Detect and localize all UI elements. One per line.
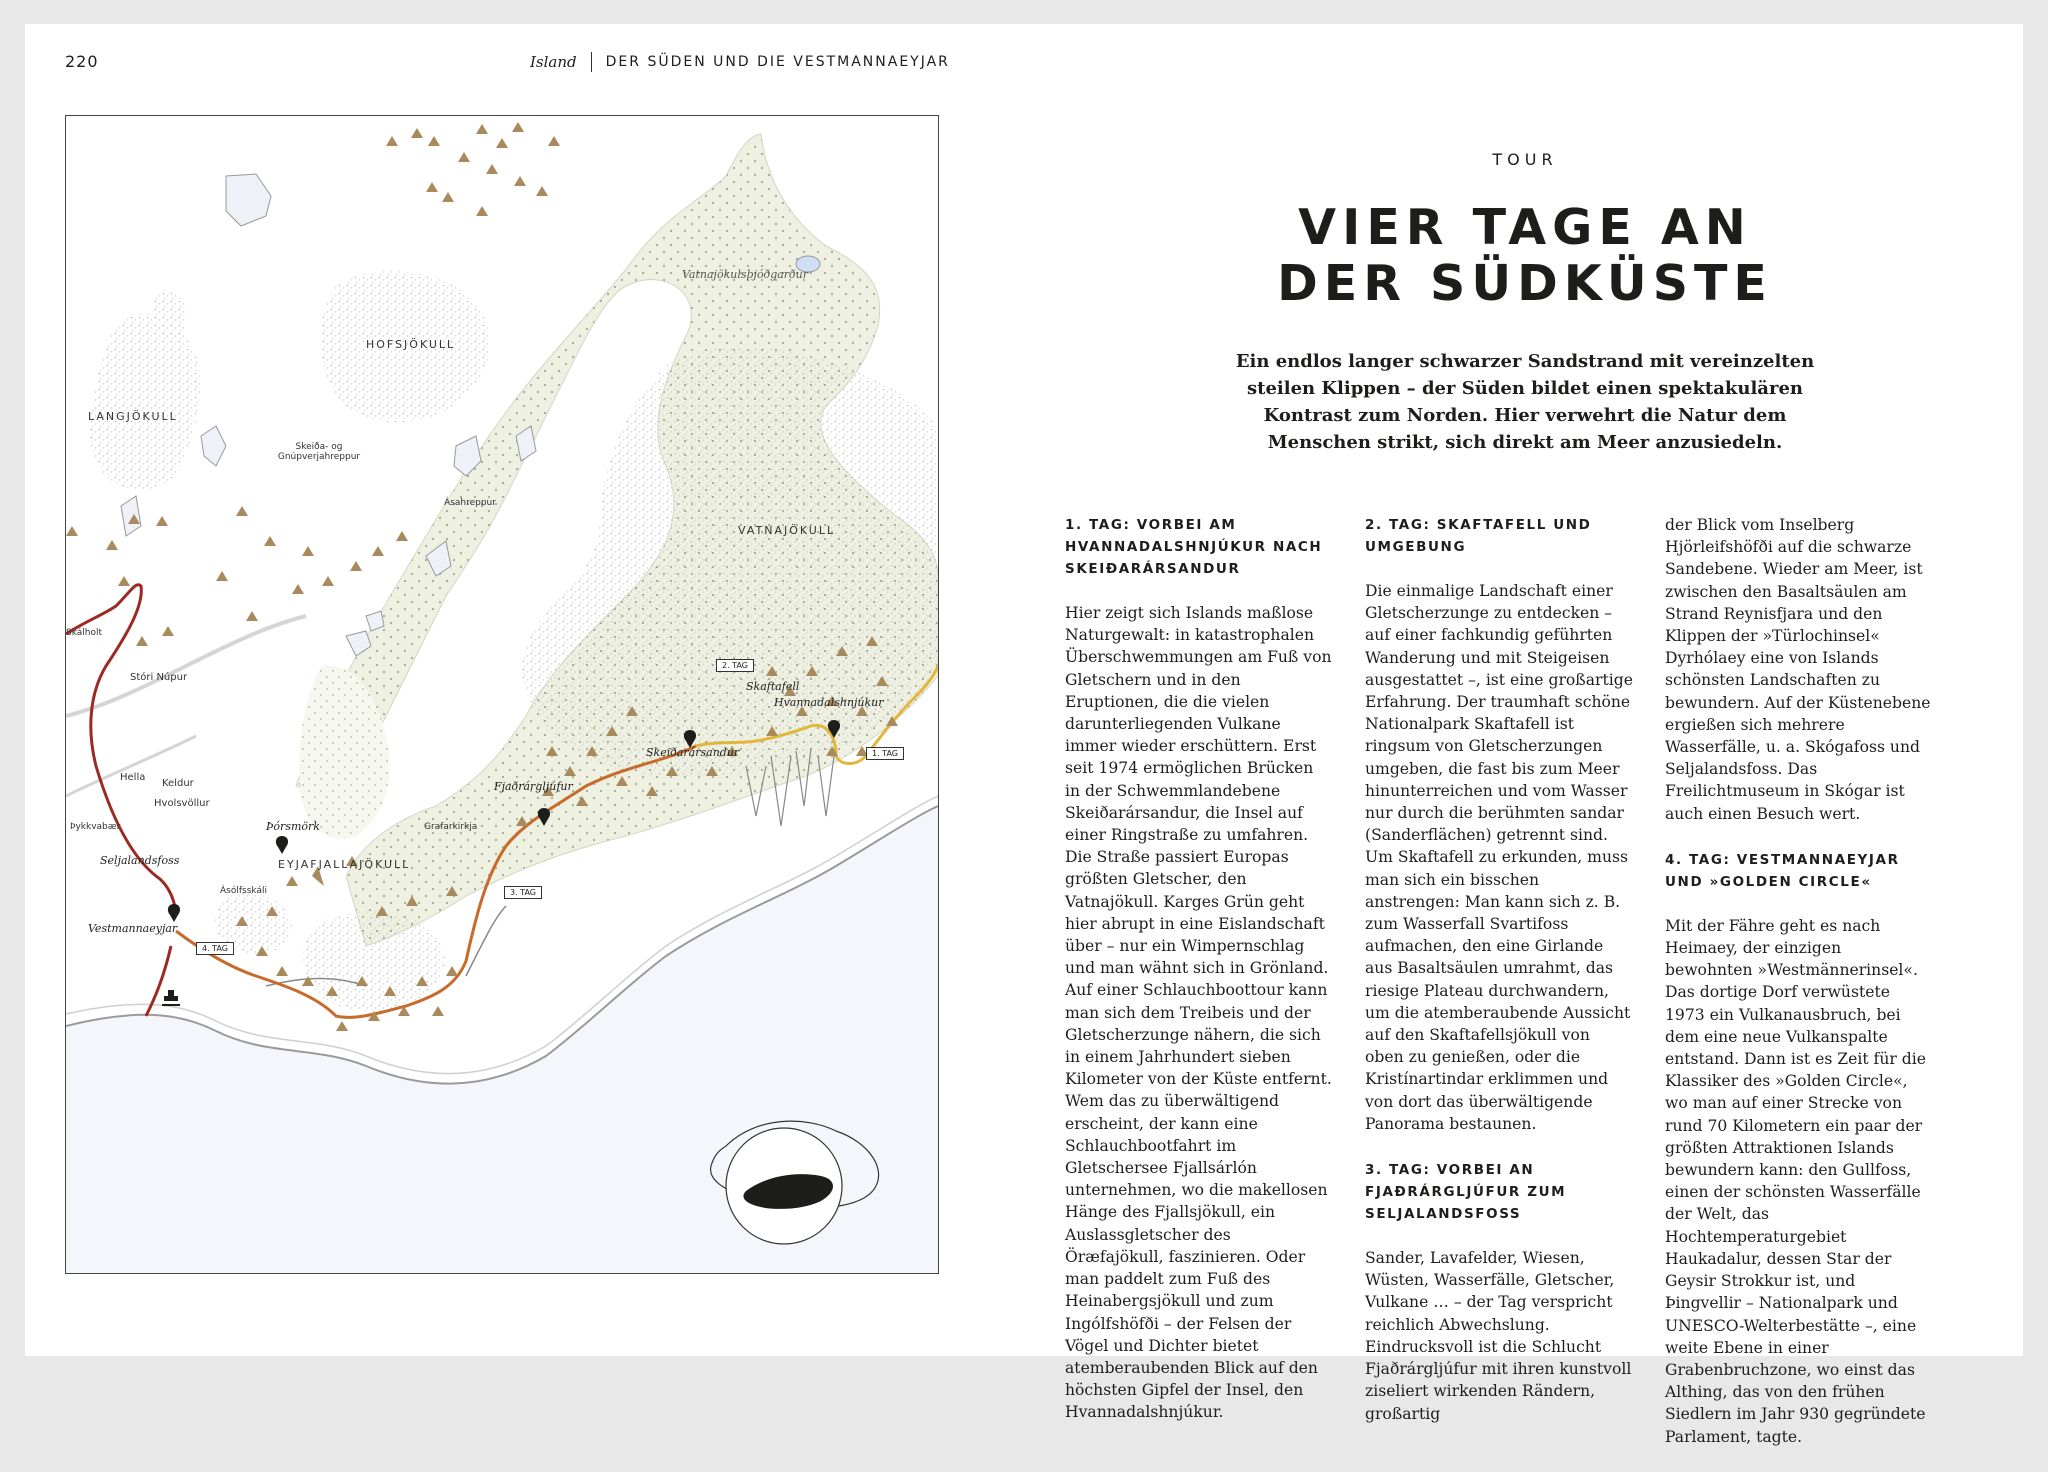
title-line-2: DER SÜDKÜSTE [1277, 255, 1773, 312]
map-label-skeida: Skeiða- og Gnúpverjahreppur [277, 442, 361, 462]
map-label-fjadrargljufur: Fjaðrárgljúfur [494, 780, 573, 793]
day1-text: Hier zeigt sich Islands maßlose Naturgewalt: in katastrophalen Überschwemmungen am Fuß von Gletschern und in den Eruptionen, die die vielen darunterliegenden Vulkane immer wieder erschüttern. Erst seit 1974 ermöglichen Brücken in der Schwemmlandebene Skeiðarársandur, die Insel auf einer Ringstraße zu umfahren. Die Straße passiert Europas größten Gletscher, den Vatnajökull. Karges Grün geht hier abrupt in eine Eislandschaft über – nur ein Wimpernschlag und man wähnt sich in Grönland. Auf einer Schlauchboottour kann man sich dem Treibeis und der Gletscherzunge nähern, die sich in einem Jahrhundert sieben Kilometer von der Küste entfernt. Wem das zu überwältigend erscheint, der kann eine Schlauchbootfahrt im Gletschersee Fjallsárlón unternehmen, wo die makellosen Hänge des Fjallsjökull, ein Auslassgletscher des Öræfajökull, faszinieren. Oder man paddelt zum Fuß des Heinabergsjökull und zum Ingólfshöfði – der Felsen der Vögel und Dichter bietet atemberaubenden Blick auf den höchsten Gipfel der Insel, den Hvannadalshnjúkur. [1065, 604, 1332, 1422]
day-tag-4: 4. TAG [196, 942, 234, 955]
text-column-2 [1365, 514, 1633, 1449]
map-label-vestmannaeyjar: Vestmannaeyjar [88, 922, 178, 935]
ferry-icon [162, 990, 180, 1006]
day2-heading: 2. TAG: SKAFTAFELL UND UMGEBUNG [1365, 517, 1592, 555]
page-number: 220 [65, 52, 99, 71]
map-label-hofsjokull: HOFSJÖKULL [366, 338, 456, 351]
lead-paragraph: Ein endlos langer schwarzer Sandstrand mit vereinzelten steilen Klippen – der Süden bildet einen spektakulären Kontrast zum Norden. Hier verwehrt die Natur dem Menschen strikt, sich direkt am Meer anzusiedeln. [1235, 351, 1815, 453]
day3-text: Sander, Lavafelder, Wiesen, Wüsten, Wasserfälle, Gletscher, Vulkane … – der Tag verspricht reichlich Abwechslung. Eindrucksvoll ist die Schlucht Fjaðrárgljúfur mit ihren kunstvoll ziseliert wirkenden Rändern, großartig [1365, 1249, 1632, 1423]
page-title [1160, 200, 1890, 312]
day3-heading: 3. TAG: VORBEI AN FJAÐRÁRGLJÚFUR ZUM SELJALANDSFOSS [1365, 1162, 1567, 1223]
day1-heading: 1. TAG: VORBEI AM HVANNADALSHNJÚKUR NACH SKEIÐARÁRSANDUR [1065, 517, 1323, 577]
day-tag-1: 1. TAG [866, 747, 904, 760]
map-label-grafarkirkja: Grafarkirkja [424, 822, 478, 832]
title-line-1: VIER TAGE AN [1298, 199, 1752, 256]
map-label-skeidararsandur: Skeiðarársandur [646, 746, 740, 759]
route-map [65, 115, 939, 1274]
text-column-3 [1665, 514, 1933, 1472]
text-column-1 [1065, 514, 1333, 1448]
section-kicker: TOUR [1492, 150, 1558, 169]
map-label-skaftafell: Skaftafell [746, 680, 800, 693]
map-label-asahreppur: Ásahreppur [444, 498, 496, 508]
map-label-eyjafjallajokull: EYJAFJALLAJÖKULL [278, 858, 411, 871]
map-label-hella: Hella [120, 772, 146, 783]
map-label-asolfsskali: Ásólfsskáli [220, 886, 267, 896]
map-label-skalholt: Skálholt [66, 628, 103, 638]
map-label-hvannadalshnjukur: Hvannadalshnjúkur [774, 696, 884, 709]
map-label-hvolsvollur: Hvolsvöllur [154, 798, 210, 809]
day4-heading: 4. TAG: VESTMANNAEYJAR UND »GOLDEN CIRCLE« [1665, 851, 1900, 890]
day-tag-2: 2. TAG [716, 659, 754, 672]
eyjafjallajokull-glacier [303, 911, 444, 1011]
day4-text: Mit der Fähre geht es nach Heimaey, der einzigen bewohnten »Westmännerinsel«. Das dortige Dorf verwüstete 1973 ein Vulkanausbruch, bei dem eine neue Vulkanspalte entstand. Dann ist es Zeit für die Klassiker des »Golden Circle«, wo man auf einer Strecke von rund 70 Kilometern ein paar der größten Attraktionen Islands bewundern kann: den Gullfoss, einen der schönsten Wasserfälle der Welt, das Hochtemperaturgebiet Haukadalur, dessen Star der Geysir Strokkur ist, und Þingvellir – Nationalpark und UNESCO-Welterbestätte –, eine weite Ebene in einer Grabenbruchzone, wo einst das Althing, das von den frühen Siedlern im Jahr 930 gegründete Parlament, tagte. [1665, 916, 1926, 1446]
day3-text-continued: der Blick vom Inselberg Hjörleifshöfði auf die schwarze Sandebene. Wieder am Meer, ist zwischen den Basaltsäulen am Strand Reynisfjara und den Klippen der »Türlochinsel« Dyrhólaey eine von Islands schönsten Landschaften zu bewundern. Auf der Küstenebene ergießen sich mehrere Wasserfälle, u. a. Skógafoss und Seljalandsfoss. Das Freilichtmuseum in Skógar ist auch einen Besuch wert. [1665, 516, 1931, 823]
day2-text: Die einmalige Landschaft einer Gletscherzunge zu entdecken – auf einer fachkundig geführten Wanderung und mit Steigeisen ausgestattet –, ist eine großartige Erfahrung. Der traumhaft schöne Nationalpark Skaftafell ist ringsum von Gletscherzungen umgeben, die fast bis zum Meer hinunterreichen und vom Wasser nur durch die berühmten sandar (Sanderflächen) getrennt sind. Um Skaftafell zu erkunden, muss man sich ein bisschen anstrengen: Man kann sich z. B. zum Wasserfall Svartifoss aufmachen, den eine Girlande aus Basaltsäulen umrahmt, das riesige Plateau durchwandern, um die atemberaubende Aussicht auf den Skaftafellsjökull von oben zu genießen, oder die Kristínartindar erklimmen und von dort das überwältigende Panorama bestaunen. [1365, 582, 1633, 1133]
header-divider [591, 52, 592, 72]
map-label-keldur: Keldur [162, 778, 194, 789]
day-tag-3: 3. TAG [504, 886, 542, 899]
map-label-thykkvabaer: Þykkvabær [70, 822, 121, 832]
map-label-stori-nupur: Stóri Núpur [130, 672, 188, 683]
vatnajokull-glacier [522, 347, 938, 776]
langjokull-glacier [90, 313, 200, 489]
running-header [530, 52, 950, 72]
map-label-vatnajokull: VATNAJÖKULL [738, 524, 836, 537]
map-label-vatnajokulsthjodgardur: Vatnajökulsþjóðgarður [682, 268, 809, 281]
map-label-langjokull: LANGJÖKULL [88, 410, 178, 423]
map-label-seljalandsfoss: Seljalandsfoss [100, 854, 180, 867]
map-label-thorsmork: Þórsmörk [266, 820, 320, 833]
book-title: Island [530, 53, 577, 71]
chapter-title: DER SÜDEN UND DIE VESTMANNAEYJAR [605, 54, 950, 70]
